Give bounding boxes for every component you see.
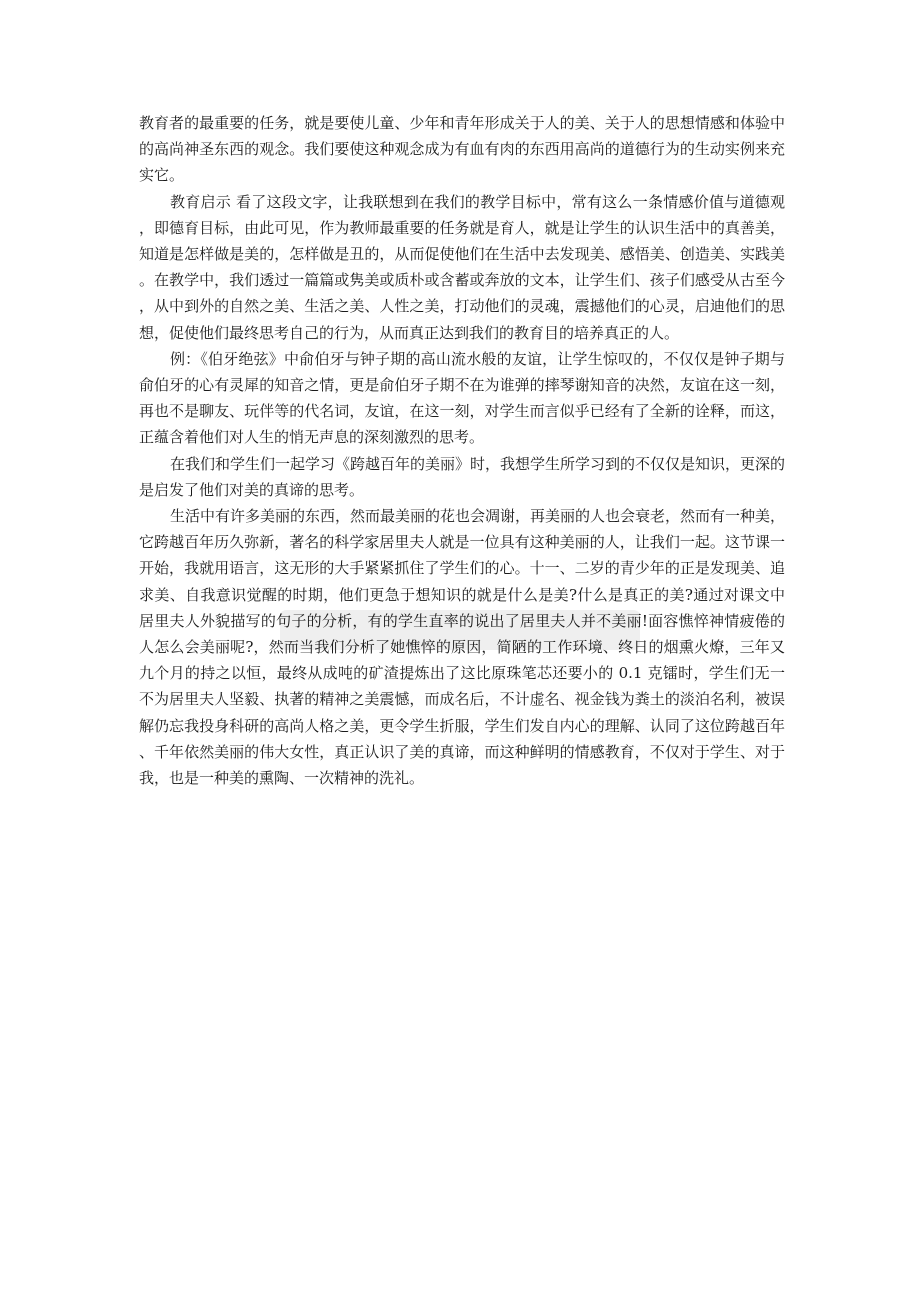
paragraph-4: 在我们和学生们一起学习《跨越百年的美丽》时，我想学生所学习到的不仅仅是知识，更深的是启发了他们对美的真谛的思考。 [139,454,786,499]
paragraph-1: 教育者的最重要的任务，就是要使儿童、少年和青年形成关于人的美、关于人的思想情感和体验中的高尚神圣东西的观念。我们要使这种观念成为有血有肉的东西用高尚的道德行为的生动实例来充实它。 [139,114,785,185]
paragraph-5: 生活中有许多美丽的东西，然而最美丽的花也会凋谢，再美丽的人也会衰老，然而有一种美，它跨越百年历久弥新，著名的科学家居里夫人就是一位具有这种美丽的人，让我们一起。这节课一开始，我就用语言，这无形的大手紧紧抓住了学生们的心。十一、二岁的青少年的正是发现美、追求美、自我意识觉醒的时期，他们更急于想知识的就是什么是美?什么是真正的美?通过对课文中居里夫人外貌描写的句子的分析，有的学生直率的说出了居里夫人并不美丽!面容憔悴神情疲倦的人怎么会美丽呢?，然而当我们分析了她憔悴的原因，简陋的工作环境、终日的烟熏火燎，三年又九个月的持之以恒，最终从成吨的矿渣提炼出了这比原珠笔芯还要小的 0.1 克镭时，学生们无一不为居里夫人坚毅、执著的精神之美震憾，而成名后，不计虚名、视金钱为粪土的淡泊名利，被误解仍忘我投身科研的高尚人格之美，更令学生折服，学生们发自内心的理解、认同了这位跨越百年、千年依然美丽的伟大女性，真正认识了美的真谛，而这种鲜明的情感教育，不仅对于学生、对于我，也是一种美的熏陶、一次精神的洗礼。 [139,507,786,788]
paragraph-2: 教育启示 看了这段文字，让我联想到在我们的教学目标中，常有这么一条情感价值与道德观，即德育目标，由此可见，作为教师最重要的任务就是育人，就是让学生的认识生活中的真善美，知道是怎样做是美的，怎样做是丑的，从而促使他们在生活中去发现美、感悟美、创造美、实践美。在教学中，我们透过一篇篇或隽美或质朴或含蓄或奔放的文本，让学生们、孩子们感受从古至今，从中到外的自然之美、生活之美、人性之美，打动他们的灵魂，震撼他们的心灵，启迪他们的思想，促使他们最终思考自己的行为，从而真正达到我们的教育目的培养真正的人。 [139,192,785,342]
document-body [139,110,785,791]
paragraph-3: 例：《伯牙绝弦》中俞伯牙与钟子期的高山流水般的友谊，让学生惊叹的，不仅仅是钟子期与俞伯牙的心有灵犀的知音之情，更是俞伯牙子期不在为谁弹的摔琴谢知音的决然，友谊在这一刻，再也不是聊友、玩伴等的代名词，友谊，在这一刻，对学生而言似乎已经有了全新的诠释，而这，正蕴含着他们对人生的悄无声息的深刻激烈的思考。 [139,349,785,447]
